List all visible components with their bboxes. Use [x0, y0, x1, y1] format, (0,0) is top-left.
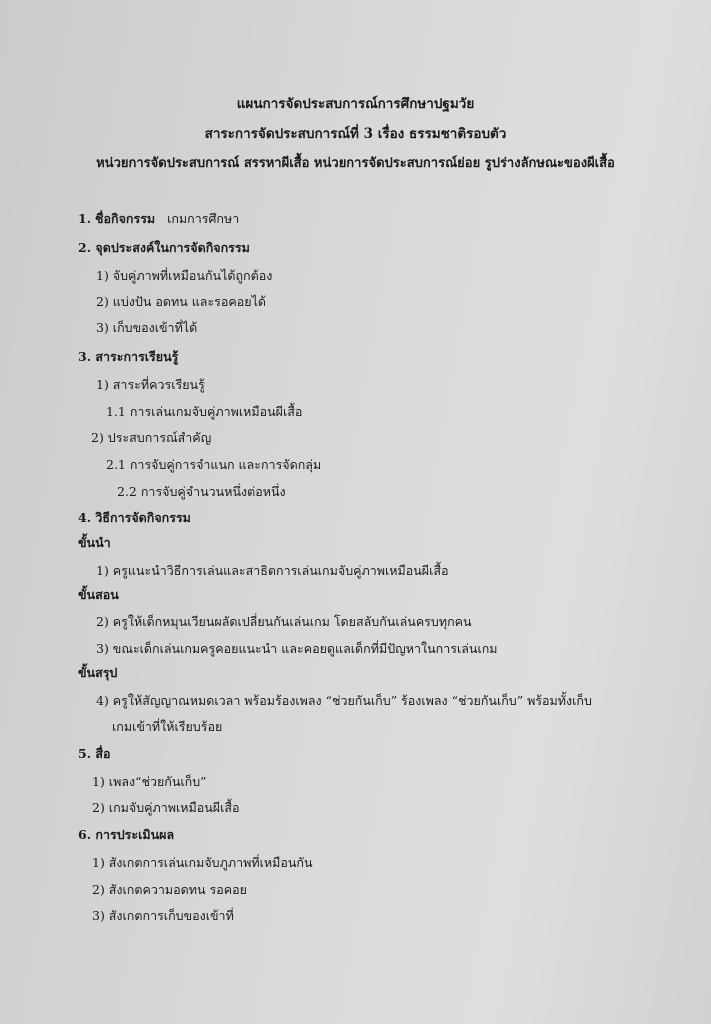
step-item: 2) ครูให้เด็กหมุนเวียนผลัดเปลี่ยนกันเล่นเกม โดยสลับกันเล่นครบทุกคน — [96, 614, 472, 629]
section-3-heading: 3. สาระการเรียนรู้ — [78, 349, 179, 364]
content-item: 2) ประสบการณ์สำคัญ — [91, 430, 212, 445]
content-subitem: 2.1 การจับคู่การจำแนก และการจัดกลุ่ม — [106, 457, 322, 472]
evaluation-item: 3) สังเกตการเก็บของเข้าที่ — [92, 908, 234, 923]
step-conclude-label: ขั้นสรุป — [78, 665, 118, 680]
section-1-number: 1. — [78, 211, 92, 226]
step-item: 3) ขณะเด็กเล่นเกมครูคอยแนะนำ และคอยดูแลเด็กที่มีปัญหาในการเล่นเกม — [96, 641, 498, 656]
content-item: 1) สาระที่ควรเรียนรู้ — [96, 377, 205, 392]
step-item: 4) ครูให้สัญญาณหมดเวลา พร้อมร้องเพลง “ช่วยกันเก็บ” ร้องเพลง “ช่วยกันเก็บ” พร้อมทั้งเก็บ — [96, 693, 592, 708]
section-5-heading: 5. สื่อ — [78, 746, 111, 761]
plan-unit: หน่วยการจัดประสบการณ์ สรรหาผีเสื้อ หน่วยการจัดประสบการณ์ย่อย รูปร่างลักษณะของผีเสื้อ — [96, 156, 615, 171]
objective-item: 2) แบ่งปัน อดทน และรอคอยได้ — [96, 294, 266, 309]
section-6-heading: 6. การประเมินผล — [78, 827, 175, 842]
section-1 — [78, 209, 239, 229]
section-1-value: เกมการศึกษา — [167, 211, 240, 226]
content-subitem: 2.2 การจับคู่จำนวนหนึ่งต่อหนึ่ง — [117, 484, 286, 499]
step-intro-label: ขั้นนำ — [78, 535, 111, 550]
content-subitem: 1.1 การเล่นเกมจับคู่ภาพเหมือนผีเสื้อ — [106, 404, 303, 419]
objective-item: 3) เก็บของเข้าที่ได้ — [96, 320, 198, 335]
objective-item: 1) จับคู่ภาพที่เหมือนกันได้ถูกต้อง — [96, 268, 273, 283]
media-item: 1) เพลง“ช่วยกันเก็บ” — [92, 774, 207, 789]
plan-subtitle: สาระการจัดประสบการณ์ที่ 3 เรื่อง ธรรมชาติรอบตัว — [204, 126, 507, 142]
plan-title: แผนการจัดประสบการณ์การศึกษาปฐมวัย — [236, 96, 475, 112]
step-item: 1) ครูแนะนำวิธีการเล่นและสาธิตการเล่นเกมจับคู่ภาพเหมือนผีเสื้อ — [96, 563, 449, 578]
evaluation-item: 2) สังเกตความอดทน รอคอย — [92, 882, 247, 897]
section-1-title: ชื่อกิจกรรม — [95, 211, 156, 226]
section-2-heading: 2. จุดประสงค์ในการจัดกิจกรรม — [78, 240, 250, 255]
step-item-continuation: เกมเข้าที่ให้เรียบร้อย — [112, 719, 223, 734]
section-4-heading: 4. วิธีการจัดกิจกรรม — [78, 510, 191, 525]
media-item: 2) เกมจับคู่ภาพเหมือนผีเสื้อ — [92, 800, 240, 815]
evaluation-item: 1) สังเกตการเล่นเกมจับภูภาพที่เหมือนกัน — [92, 855, 313, 870]
step-teach-label: ขั้นสอน — [78, 587, 119, 602]
